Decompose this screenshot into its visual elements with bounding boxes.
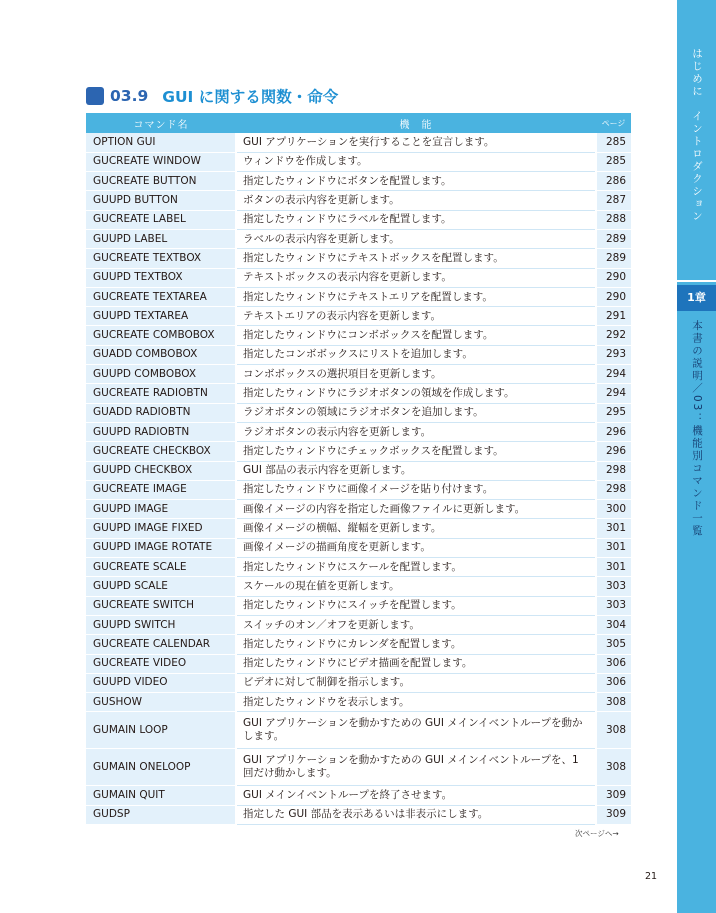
table-row [86,307,631,326]
description-cell: 画像イメージの横幅、縦幅を更新します。 [236,519,596,538]
command-name-cell: GUCREATE BUTTON [86,172,236,191]
command-name-cell: GUCREATE WINDOW [86,152,236,171]
page-cell: 286 [596,172,631,191]
description-cell: GUI アプリケーションを動かすための GUI メインイベントループを動かします。 [236,712,596,749]
page-cell: 308 [596,749,631,786]
command-name-cell: GUCREATE SCALE [86,558,236,577]
page-cell: 309 [596,805,631,824]
command-name-cell: GUUPD IMAGE FIXED [86,519,236,538]
table-row [86,287,631,306]
description-cell: 指定したウィンドウにカレンダを配置します。 [236,635,596,654]
table-row [86,615,631,634]
description-cell: 指定したウィンドウに画像イメージを貼り付けます。 [236,480,596,499]
description-cell: GUI メインイベントループを終了させます。 [236,786,596,805]
command-name-cell: GUDSP [86,805,236,824]
page-cell: 301 [596,538,631,557]
page-cell: 287 [596,191,631,210]
table-row [86,152,631,171]
command-name-cell: GUCREATE CHECKBOX [86,442,236,461]
page-cell: 290 [596,268,631,287]
command-name-cell: GUUPD COMBOBOX [86,365,236,384]
table-row [86,345,631,364]
description-cell: ウィンドウを作成します。 [236,152,596,171]
command-name-cell: GUCREATE RADIOBTN [86,384,236,403]
table-row [86,805,631,824]
page-cell: 300 [596,500,631,519]
table-row [86,249,631,268]
command-name-cell: GUMAIN ONELOOP [86,749,236,786]
command-name-cell: GUUPD VIDEO [86,673,236,692]
table-row [86,749,631,786]
command-name-cell: GUMAIN LOOP [86,712,236,749]
description-cell: 指定したウィンドウにテキストエリアを配置します。 [236,287,596,306]
command-name-cell: GUADD COMBOBOX [86,345,236,364]
description-cell: 指定したウィンドウにラジオボタンの領域を作成します。 [236,384,596,403]
description-cell: コンボボックスの選択項目を更新します。 [236,365,596,384]
description-cell: テキストエリアの表示内容を更新します。 [236,307,596,326]
command-name-cell: GUUPD TEXTBOX [86,268,236,287]
command-name-cell: GUUPD LABEL [86,229,236,248]
page-cell: 308 [596,712,631,749]
table-row [86,210,631,229]
description-cell: 指定したウィンドウにボタンを配置します。 [236,172,596,191]
command-name-cell: GUSHOW [86,693,236,712]
page-cell: 295 [596,403,631,422]
header-page: ページ [596,113,631,133]
table-row [86,461,631,480]
page-cell: 296 [596,442,631,461]
command-name-cell: GUCREATE TEXTBOX [86,249,236,268]
description-cell: ボタンの表示内容を更新します。 [236,191,596,210]
header-function: 機 能 [236,113,596,133]
page-cell: 291 [596,307,631,326]
command-name-cell: GUCREATE TEXTAREA [86,287,236,306]
page-cell: 301 [596,519,631,538]
page-cell: 289 [596,249,631,268]
command-name-cell: GUUPD IMAGE ROTATE [86,538,236,557]
description-cell: 指定したウィンドウにスケールを配置します。 [236,558,596,577]
table-row [86,442,631,461]
table-row [86,693,631,712]
table-row [86,268,631,287]
description-cell: GUI 部品の表示内容を更新します。 [236,461,596,480]
table-body [86,133,631,825]
sidebar-divider [677,280,716,282]
table-row [86,384,631,403]
table-row [86,654,631,673]
next-page-note: 次ページへ→ [575,829,619,838]
sidebar-section-title: 本書の説明／03：機能別コマンド一覧 [691,320,703,538]
command-name-cell: GUUPD RADIOBTN [86,422,236,441]
description-cell: テキストボックスの表示内容を更新します。 [236,268,596,287]
table-row [86,403,631,422]
command-name-cell: GUCREATE LABEL [86,210,236,229]
command-name-cell: GUADD RADIOBTN [86,403,236,422]
page-cell: 303 [596,577,631,596]
table-row [86,786,631,805]
chapter-sidebar [677,0,716,913]
command-name-cell: GUUPD SCALE [86,577,236,596]
description-cell: ラベルの表示内容を更新します。 [236,229,596,248]
table-row [86,326,631,345]
command-name-cell: GUUPD CHECKBOX [86,461,236,480]
page-cell: 308 [596,693,631,712]
description-cell: 指定した GUI 部品を表示あるいは非表示にします。 [236,805,596,824]
page-cell: 296 [596,422,631,441]
page-number: 21 [645,871,658,882]
table-row [86,229,631,248]
table-row [86,422,631,441]
page-cell: 289 [596,229,631,248]
description-cell: スケールの現在値を更新します。 [236,577,596,596]
table-row [86,596,631,615]
command-name-cell: GUUPD BUTTON [86,191,236,210]
section-number: 03.9 [110,87,149,105]
page-cell: 294 [596,384,631,403]
command-name-cell: GUUPD SWITCH [86,615,236,634]
page-cell: 293 [596,345,631,364]
table-row [86,480,631,499]
description-cell: GUI アプリケーションを動かすための GUI メインイベントループを、1 回だけ動かします。 [236,749,596,786]
table-row [86,519,631,538]
description-cell: 指定したウィンドウにラベルを配置します。 [236,210,596,229]
page-cell: 294 [596,365,631,384]
page-cell: 292 [596,326,631,345]
description-cell: 指定したコンボボックスにリストを追加します。 [236,345,596,364]
command-name-cell: GUMAIN QUIT [86,786,236,805]
command-name-cell: GUUPD TEXTAREA [86,307,236,326]
page-cell: 290 [596,287,631,306]
page-cell: 288 [596,210,631,229]
description-cell: 指定したウィンドウにテキストボックスを配置します。 [236,249,596,268]
description-cell: 画像イメージの描画角度を更新します。 [236,538,596,557]
command-name-cell: GUUPD IMAGE [86,500,236,519]
page-cell: 301 [596,558,631,577]
description-cell: スイッチのオン／オフを更新します。 [236,615,596,634]
page-cell: 305 [596,635,631,654]
table-row [86,635,631,654]
page-cell: 304 [596,615,631,634]
command-table [86,113,631,825]
table-row [86,191,631,210]
table-row [86,558,631,577]
description-cell: ビデオに対して制御を指示します。 [236,673,596,692]
page-cell: 303 [596,596,631,615]
command-name-cell: GUCREATE COMBOBOX [86,326,236,345]
command-name-cell: GUCREATE CALENDAR [86,635,236,654]
page-cell: 298 [596,480,631,499]
command-name-cell: GUCREATE VIDEO [86,654,236,673]
section-title: GUI に関する関数・命令 [162,88,339,106]
table-row [86,133,631,152]
table-row [86,577,631,596]
table-row [86,172,631,191]
table-row [86,538,631,557]
command-name-cell: OPTION GUI [86,133,236,152]
sidebar-chapter-badge: 1章 [677,285,716,311]
description-cell: ラジオボタンの表示内容を更新します。 [236,422,596,441]
description-cell: ラジオボタンの領域にラジオボタンを追加します。 [236,403,596,422]
page-cell: 285 [596,152,631,171]
description-cell: 指定したウィンドウにビデオ描画を配置します。 [236,654,596,673]
sidebar-part-title: はじめに イントロダクション [691,48,703,223]
table-row [86,712,631,749]
description-cell: 指定したウィンドウにコンボボックスを配置します。 [236,326,596,345]
description-cell: GUI アプリケーションを実行することを宣言します。 [236,133,596,152]
description-cell: 指定したウィンドウにチェックボックスを配置します。 [236,442,596,461]
page-cell: 309 [596,786,631,805]
description-cell: 指定したウィンドウを表示します。 [236,693,596,712]
table-row [86,365,631,384]
header-command: コマンド名 [86,113,236,133]
section-heading [86,85,338,107]
page-cell: 285 [596,133,631,152]
command-name-cell: GUCREATE IMAGE [86,480,236,499]
page-cell: 306 [596,673,631,692]
page-cell: 306 [596,654,631,673]
page-cell: 298 [596,461,631,480]
description-cell: 指定したウィンドウにスイッチを配置します。 [236,596,596,615]
command-name-cell: GUCREATE SWITCH [86,596,236,615]
heading-square-icon [86,87,104,105]
table-row [86,500,631,519]
description-cell: 画像イメージの内容を指定した画像ファイルに更新します。 [236,500,596,519]
table-row [86,673,631,692]
table-header-row [86,113,631,133]
